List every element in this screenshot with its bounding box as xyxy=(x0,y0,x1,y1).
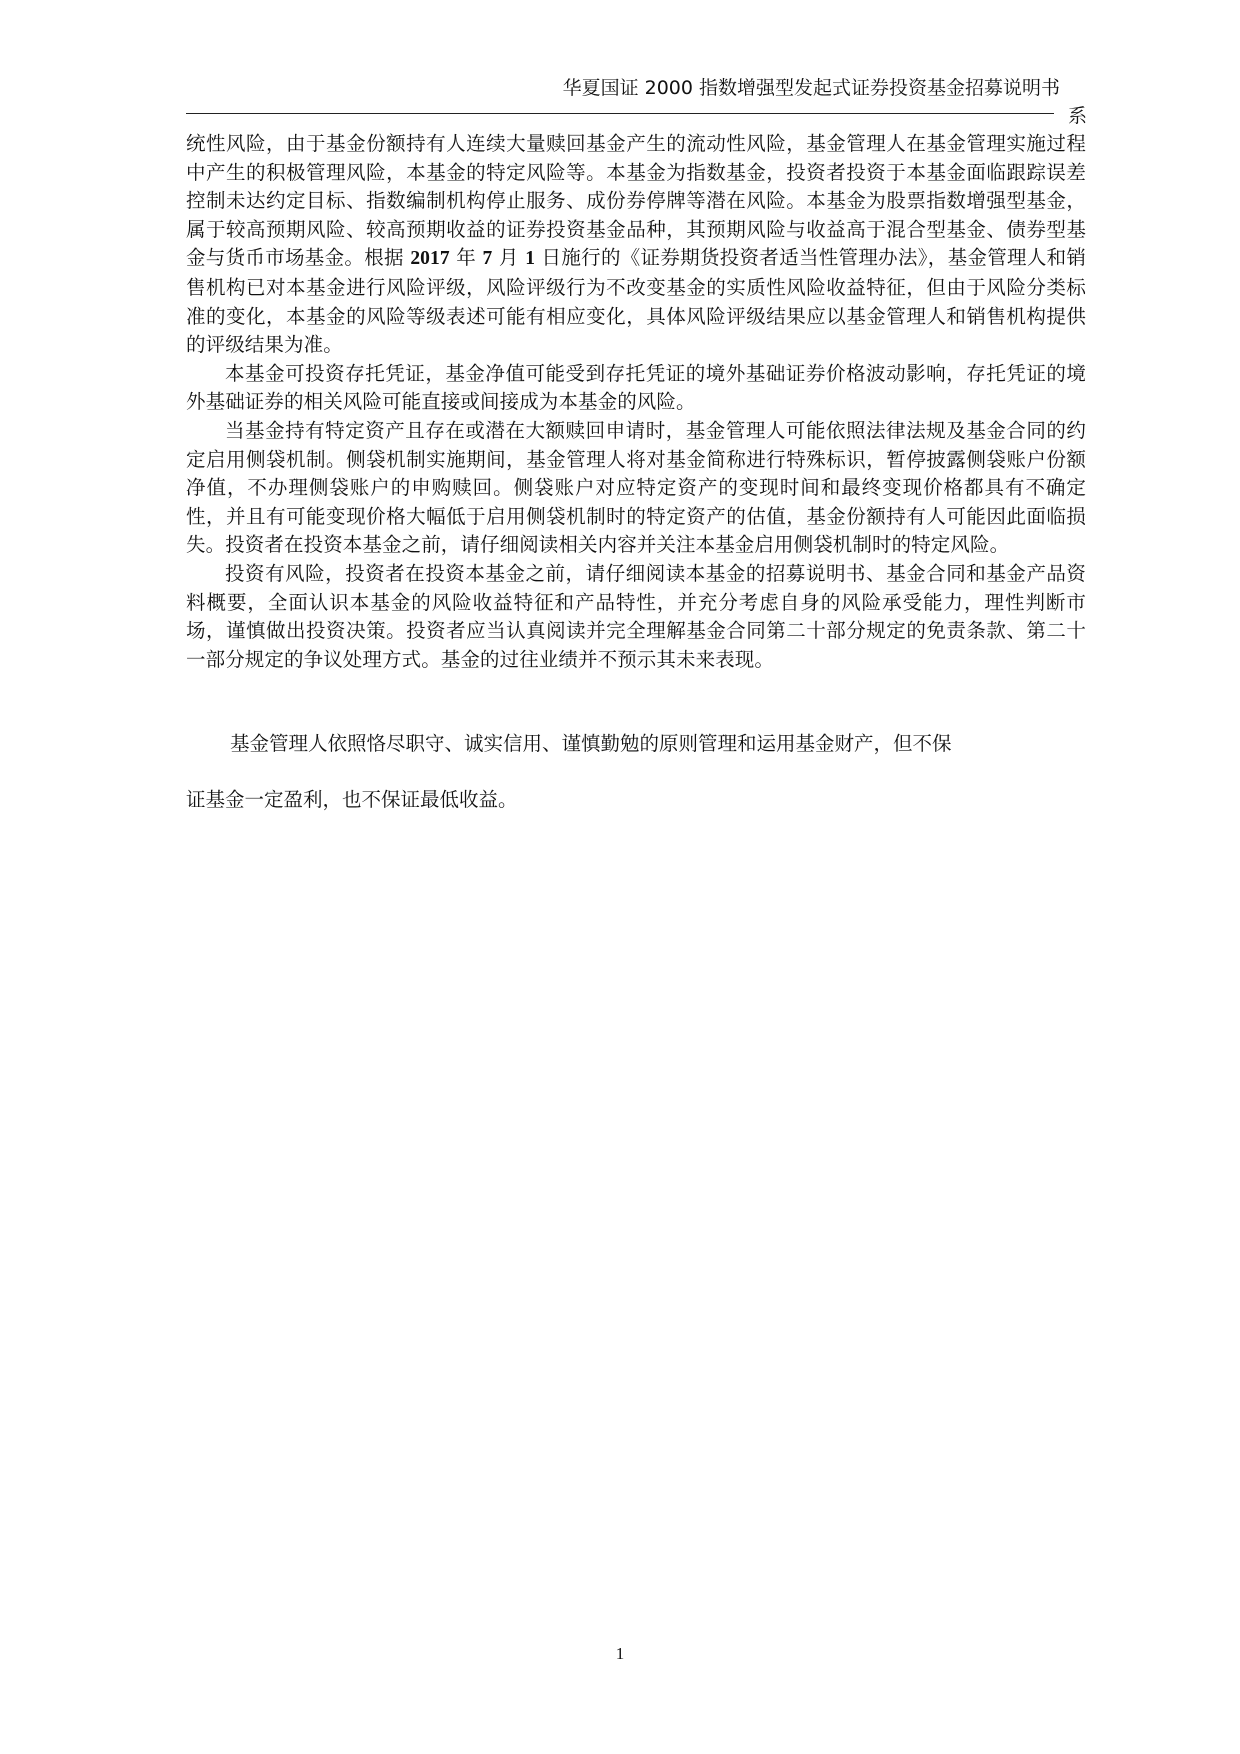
day-value: 1 xyxy=(525,248,536,270)
body-text xyxy=(186,130,1086,674)
paragraph-risk-rating-part-a: 统性风险，由于基金份额持有人连续大量赎回基金产生的流动性风险，基金管理人在基金管理实施过程中产生的积极管理风险，本基金的特定风险等。本基金为指数基金，投资者投资于本基金面临跟踪误差控制未达约定目标、指数编制机构停止服务、成份券停牌等潜在风险。本基金为股票指数增强型基金，属于较高预期风险、较高预期收益的证券投资基金品种，其预期风险与收益高于混合型基金、债券型基金与货币市场基金。根据 xyxy=(186,132,1086,270)
closing-statement-line-1: 基金管理人依照恪尽职守、诚实信用、谨慎勤勉的原则管理和运用基金财产，但不保 xyxy=(230,732,952,755)
month-value: 7 xyxy=(482,248,493,270)
running-header-overflow-char: 系 xyxy=(1068,105,1088,127)
year-value: 2017 xyxy=(410,248,450,270)
header-divider xyxy=(186,113,1054,114)
paragraph-investment-risk: 投资有风险，投资者在投资本基金之前，请仔细阅读本基金的招募说明书、基金合同和基金产品资料概要，全面认识本基金的风险收益特征和产品特性，并充分考虑自身的风险承受能力，理性判断市场，谨慎做出投资决策。投资者应当认真阅读并完全理解基金合同第二十部分规定的免责条款、第二十一部分规定的争议处理方式。基金的过往业绩并不预示其未来表现。 xyxy=(186,561,1086,671)
closing-statement-line-2: 证基金一定盈利，也不保证最低收益。 xyxy=(186,788,518,811)
running-header-title: 华夏国证 2000 指数增强型发起式证券投资基金招募说明书 xyxy=(562,77,1060,99)
paragraph-risk-rating-part-c: 月 xyxy=(492,246,526,270)
paragraph-side-pocket: 当基金持有特定资产且存在或潜在大额赎回申请时，基金管理人可能依照法律法规及基金合同的约定启用侧袋机制。侧袋机制实施期间，基金管理人将对基金简称进行特殊标识，暂停披露侧袋账户份额净值，不办理侧袋账户的申购赎回。侧袋账户对应特定资产的变现时间和最终变现价格都具有不确定性，并且有可能变现价格大幅低于启用侧袋机制时的特定资产的估值，基金份额持有人可能因此面临损失。投资者在投资本基金之前，请仔细阅读相关内容并关注本基金启用侧袋机制时的特定风险。 xyxy=(186,418,1086,557)
paragraph-risk-rating xyxy=(186,130,1086,360)
page-number: 1 xyxy=(615,1644,625,1663)
paragraph-risk-rating-part-b: 年 xyxy=(449,246,483,270)
paragraph-risk-rating-part-d: 日施行的《证券期货投资者适当性管理办法》，基金管理人和销售机构已对本基金进行风险评级，风险评级行为不改变基金的实质性风险收益特征，但由于风险分类标准的变化，本基金的风险等级表述可能有相应变化，具体风险评级结果应以基金管理人和销售机构提供的评级结果为准。 xyxy=(186,246,1087,357)
paragraph-depositary-receipts: 本基金可投资存托凭证，基金净值可能受到存托凭证的境外基础证券价格波动影响，存托凭证的境外基础证券的相关风险可能直接或间接成为本基金的风险。 xyxy=(186,361,1086,414)
